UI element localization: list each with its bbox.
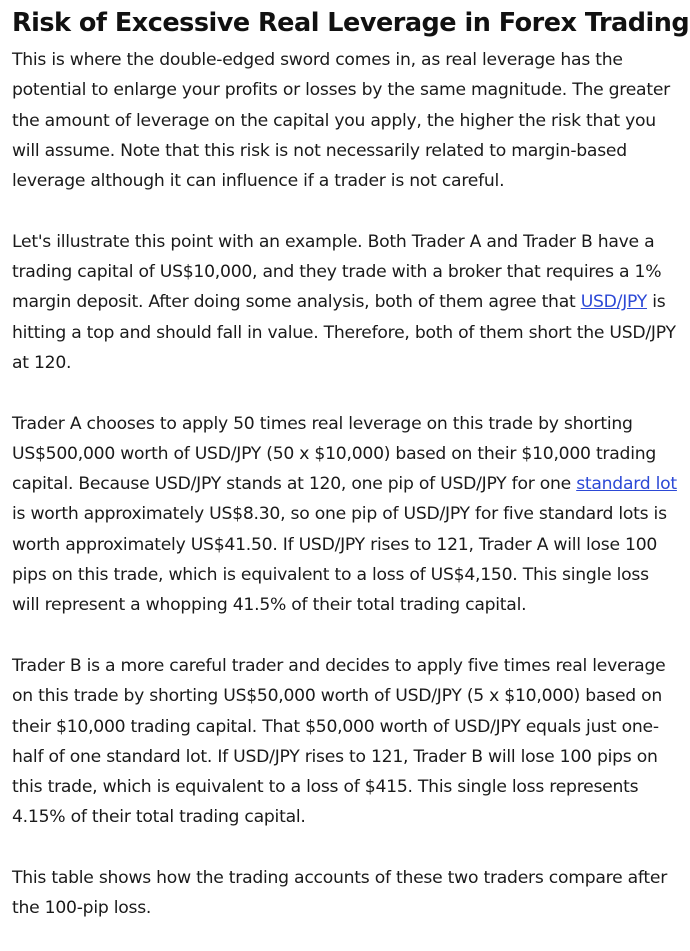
- paragraph-text: This is where the double-edged sword comes in, as real leverage has the potential to enlarge your profits or losses by the same magnitude. The greater the amount of leverage on the capital you apply, the higher the risk that you will assume. Note that this risk is not necessarily related to margin-based leverage although it can influence if a trader is not careful.: [12, 50, 670, 192]
- usd-jpy-link[interactable]: USD/JPY: [580, 292, 648, 313]
- paragraph-text: Let's illustrate this point with an example. Both Trader A and Trader B have a trading capital of US$10,000, and they trade with a broker that requires a 1% margin deposit. After doing some analysis, both of them agree that: [12, 231, 662, 313]
- paragraph-text: This table shows how the trading accounts of these two traders compare after the 100-pip loss.: [12, 868, 668, 919]
- paragraph-text: is worth approximately US$8.30, so one pip of USD/JPY for five standard lots is worth approximately US$41.50. If USD/JPY rises to 121, Trader A will lose 100 pips on this trade, which is equivalent to a loss of US$4,150. This single loss will represent a whopping 41.5% of their total trading capital.: [12, 504, 667, 616]
- paragraph-table-intro: [12, 863, 680, 924]
- paragraph-text: is hitting a top and should fall in value. Therefore, both of them short the USD/JPY at 120.: [12, 292, 676, 373]
- standard-lot-link[interactable]: standard lot: [576, 474, 677, 495]
- paragraph-text: Trader B is a more careful trader and decides to apply five times real leverage on this trade by shorting US$50,000 worth of USD/JPY (5 x $10,000) based on their $10,000 trading capital. That $50,000 worth of USD/JPY equals just one-half of one standard lot. If USD/JPY rises to 121, Trader B will lose 100 pips on this trade, which is equivalent to a loss of $415. This single loss represents 4.15% of their total trading capital.: [12, 655, 666, 828]
- article-title: Risk of Excessive Real Leverage in Forex Trading: [12, 8, 690, 38]
- paragraph-text: Trader A chooses to apply 50 times real leverage on this trade by shorting US$500,000 worth of USD/JPY (50 x $10,000) based on their $10,000 trading capital. Because USD/JPY stands at 120, one pip of USD/JPY for one: [12, 413, 657, 495]
- paragraph-leverage-intro: [12, 45, 680, 196]
- paragraph-trader-a: [12, 409, 680, 621]
- paragraph-trader-b: [12, 651, 680, 833]
- paragraph-example-setup: [12, 227, 680, 378]
